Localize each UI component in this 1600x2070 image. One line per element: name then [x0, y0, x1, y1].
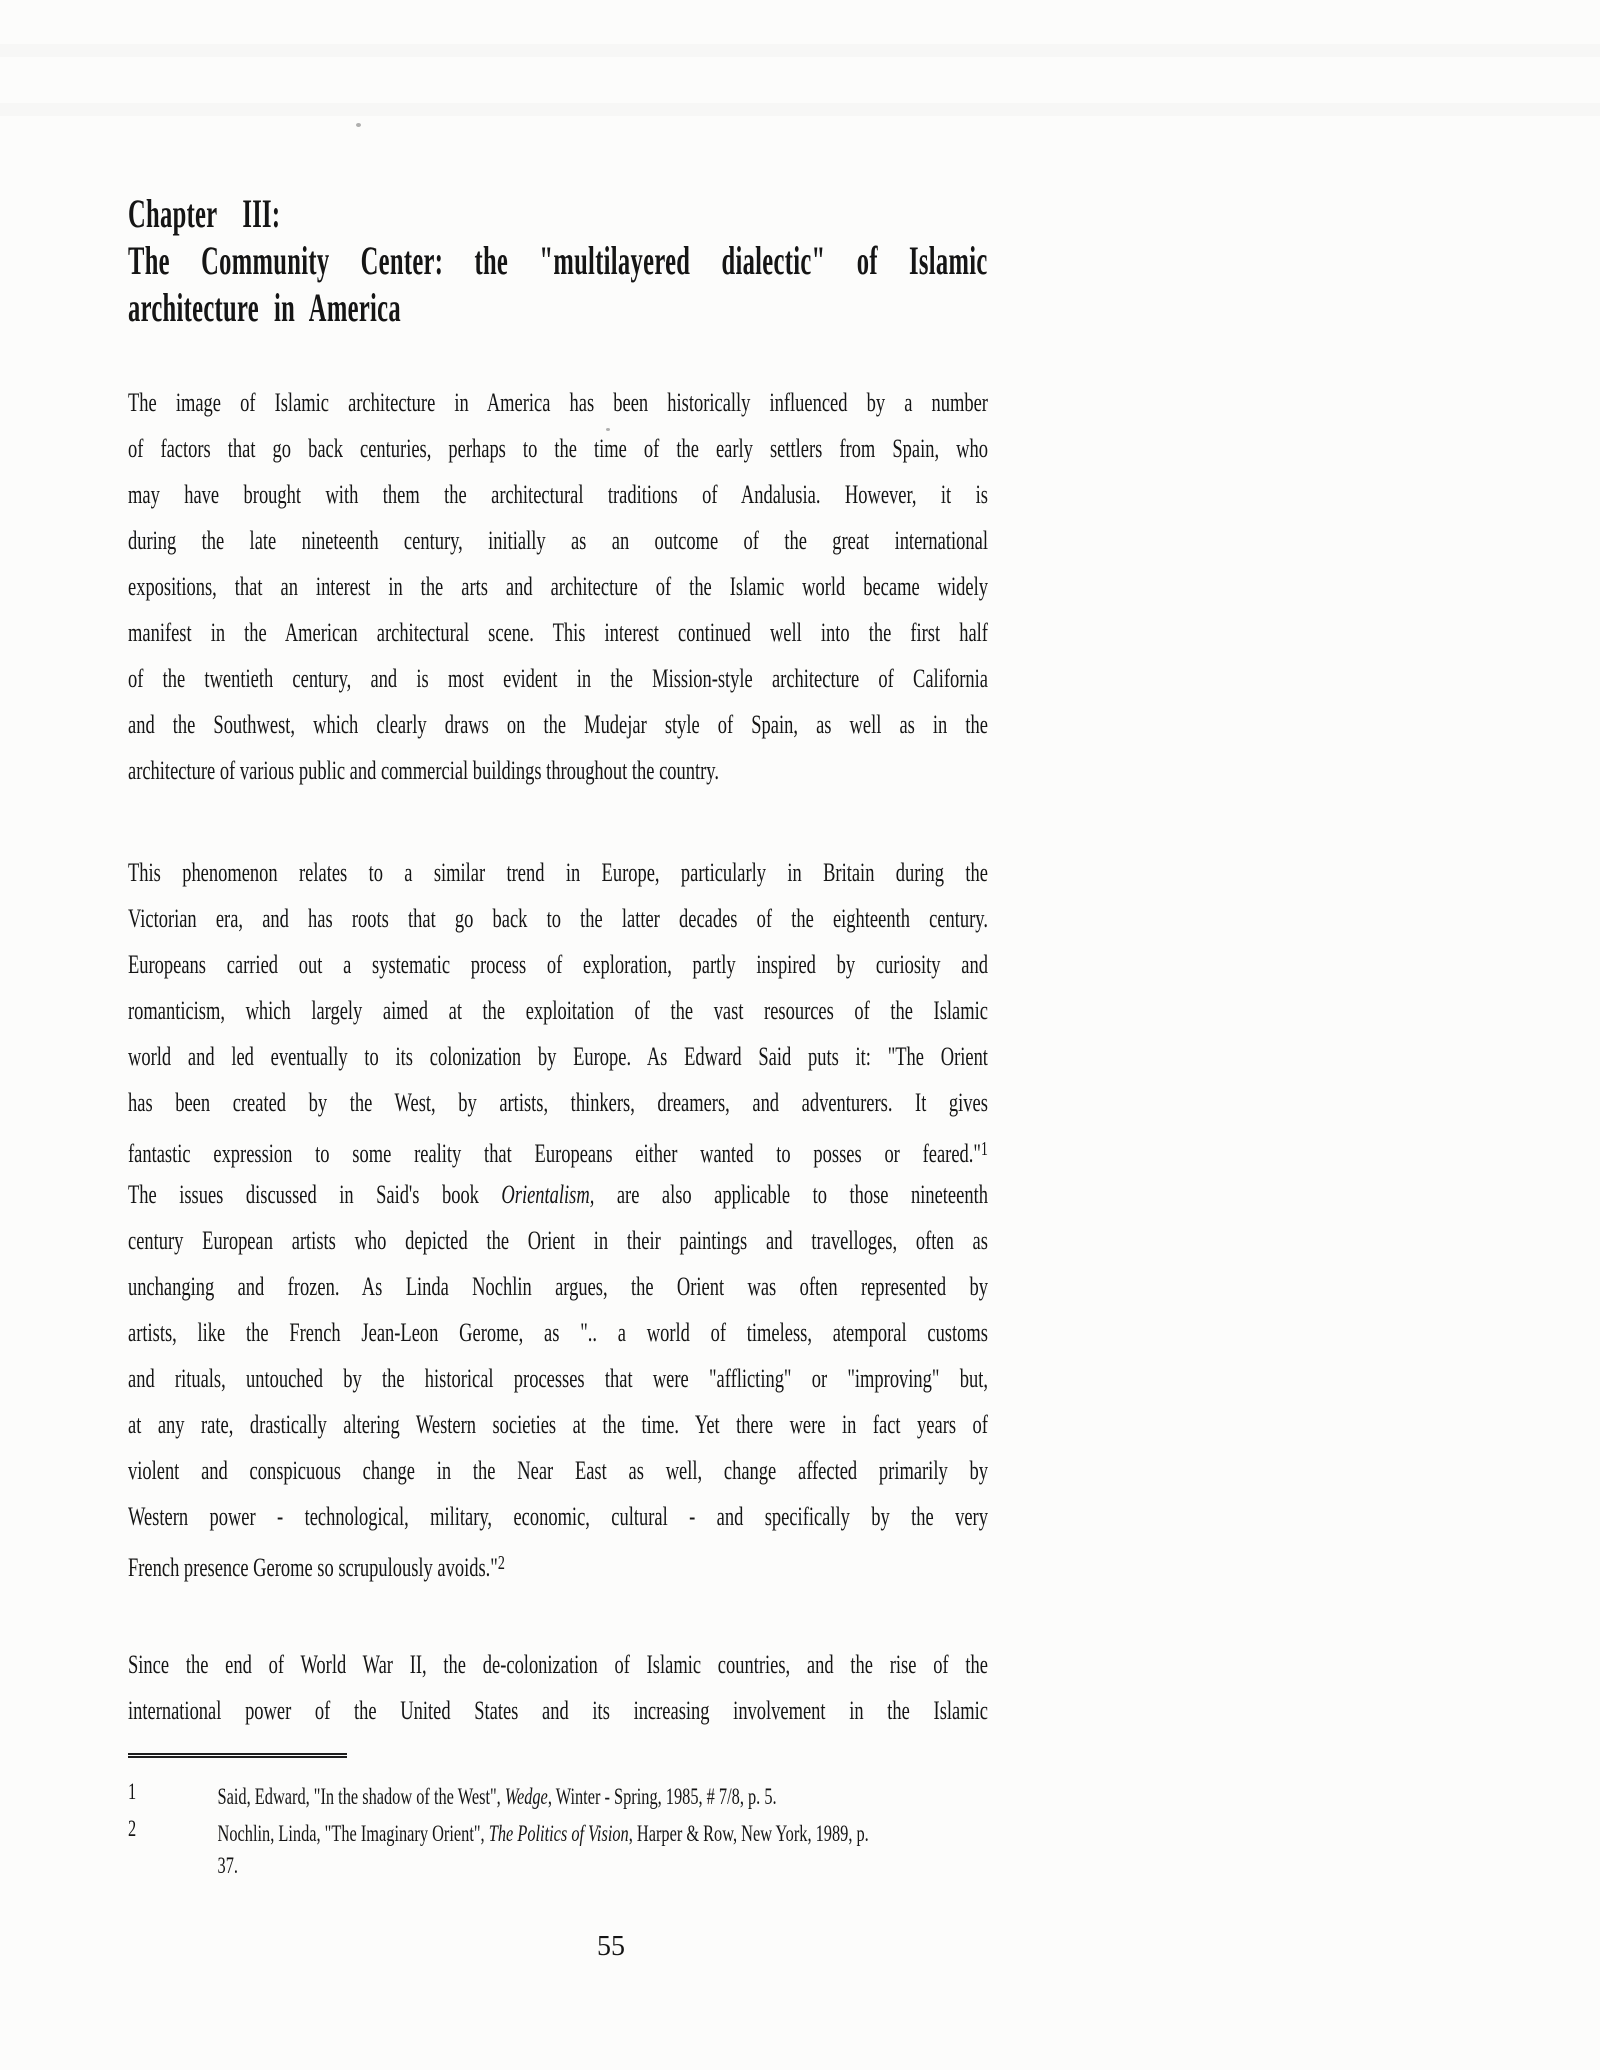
- text-run: violent and conspicuous change in the Near East as well, change affected primarily by: [128, 1456, 988, 1485]
- text-run: architecture of various public and commercial buildings throughout the country.: [128, 756, 719, 785]
- text-line: [128, 988, 988, 1034]
- text-run: Since the end of World War II, the de-colonization of Islamic countries, and the rise of the: [128, 1650, 988, 1679]
- paragraph: [128, 850, 1338, 1586]
- heading-line: architecture in America: [128, 285, 401, 330]
- text-run: Victorian era, and has roots that go back to the latter decades of the eighteenth century.: [128, 904, 988, 933]
- text-run: Said, Edward, "In the shadow of the West",: [217, 1784, 505, 1809]
- text-run: Nochlin, Linda, "The Imaginary Orient",: [217, 1821, 489, 1846]
- text-run: , Harper & Row, New York, 1989, p.: [628, 1821, 869, 1846]
- footnote: [128, 1773, 988, 1810]
- chapter-heading: [128, 190, 1528, 331]
- italic-text: Wedge: [504, 1784, 548, 1809]
- text-run: century European artists who depicted the Orient in their paintings and travelloges, often as: [128, 1226, 988, 1255]
- italic-text: The Politics of Vision: [488, 1821, 629, 1846]
- footnotes: [128, 1773, 1338, 1884]
- text-run: romanticism, which largely aimed at the exploitation of the vast resources of the Islamic: [128, 996, 988, 1025]
- text-line: [128, 896, 988, 942]
- text-line: [128, 1688, 988, 1734]
- text-run: The image of Islamic architecture in America has been historically influenced by a number: [128, 388, 988, 417]
- footnote-marker: 1: [128, 1779, 137, 1804]
- footnote: [128, 1810, 988, 1847]
- text-run: and rituals, untouched by the historical processes that were "afflicting" or "improving" but,: [128, 1364, 988, 1393]
- text-line: [128, 1172, 988, 1218]
- text-line: [128, 380, 988, 426]
- text-run: fantastic expression to some reality that Europeans either wanted to posses or feared.": [128, 1139, 981, 1168]
- text-line: [128, 1402, 988, 1448]
- text-line: [128, 472, 988, 518]
- footnote-marker: 2: [128, 1816, 137, 1841]
- text-line: [128, 518, 988, 564]
- text-run: , Winter - Spring, 1985, # 7/8, p. 5.: [547, 1784, 777, 1809]
- text-line: [128, 564, 988, 610]
- text-run: The issues discussed in Said's book: [128, 1180, 502, 1209]
- heading-line: The Community Center: the "multilayered dialectic" of Islamic: [128, 238, 988, 283]
- text-line: [128, 942, 988, 988]
- text-line: [128, 1448, 988, 1494]
- footnote-rule: [128, 1753, 347, 1758]
- text-run: of the twentieth century, and is most evident in the Mission-style architecture of California: [128, 664, 988, 693]
- footnote-ref: 1: [980, 1138, 988, 1160]
- text-line: [128, 1356, 988, 1402]
- text-run: Europeans carried out a systematic process of exploration, partly inspired by curiosity and: [128, 950, 988, 979]
- text-line: [128, 702, 988, 748]
- text-line: [128, 1642, 988, 1688]
- footnote-ref: 2: [497, 1552, 505, 1574]
- text-line: [128, 426, 988, 472]
- paragraph: [128, 1642, 1338, 1734]
- text-run: has been created by the West, by artists, thinkers, dreamers, and adventurers. It gives: [128, 1088, 988, 1117]
- text-run: of factors that go back centuries, perhaps to the time of the early settlers from Spain, who: [128, 434, 988, 463]
- text-line: [128, 1126, 988, 1172]
- text-run: and the Southwest, which clearly draws on the Mudejar style of Spain, as well as in the: [128, 710, 988, 739]
- text-run: 37.: [217, 1853, 238, 1878]
- italic-text: Orientalism,: [501, 1180, 595, 1209]
- text-line: [128, 1080, 988, 1126]
- body-text: [128, 380, 1338, 1790]
- text-run: world and led eventually to its colonization by Europe. As Edward Said puts it: "The Orient: [128, 1042, 988, 1071]
- text-run: This phenomenon relates to a similar trend in Europe, particularly in Britain during the: [128, 858, 988, 887]
- text-line: [128, 1540, 988, 1586]
- footnote: [128, 1847, 988, 1884]
- ink-speck: [356, 123, 361, 127]
- text-line: [128, 850, 988, 896]
- text-line: [128, 1218, 988, 1264]
- text-line: [128, 748, 988, 794]
- text-run: are also applicable to those nineteenth: [594, 1180, 988, 1209]
- text-run: during the late nineteenth century, initially as an outcome of the great international: [128, 526, 988, 555]
- text-run: at any rate, drastically altering Western societies at the time. Yet there were in fact years of: [128, 1410, 988, 1439]
- text-run: manifest in the American architectural scene. This interest continued well into the first half: [128, 618, 988, 647]
- text-run: unchanging and frozen. As Linda Nochlin argues, the Orient was often represented by: [128, 1272, 988, 1301]
- text-line: [128, 610, 988, 656]
- text-run: may have brought with them the architectural traditions of Andalusia. However, it is: [128, 480, 988, 509]
- text-run: artists, like the French Jean-Leon Gerome, as ".. a world of timeless, atemporal customs: [128, 1318, 988, 1347]
- text-run: French presence Gerome so scrupulously avoids.": [128, 1553, 498, 1582]
- scan-artifact-band: [0, 44, 1600, 57]
- heading-line: Chapter III:: [128, 191, 281, 236]
- text-line: [128, 1264, 988, 1310]
- text-line: [128, 1034, 988, 1080]
- text-run: international power of the United States and its increasing involvement in the Islamic: [128, 1696, 988, 1725]
- text-line: [128, 1310, 988, 1356]
- paragraph: [128, 380, 1338, 794]
- scan-artifact-band: [0, 103, 1600, 116]
- text-run: expositions, that an interest in the arts and architecture of the Islamic world became widely: [128, 572, 988, 601]
- text-line: [128, 656, 988, 702]
- page-number: 55: [597, 1931, 625, 1962]
- text-line: [128, 1494, 988, 1540]
- text-run: Western power - technological, military, economic, cultural - and specifically by the very: [128, 1502, 988, 1531]
